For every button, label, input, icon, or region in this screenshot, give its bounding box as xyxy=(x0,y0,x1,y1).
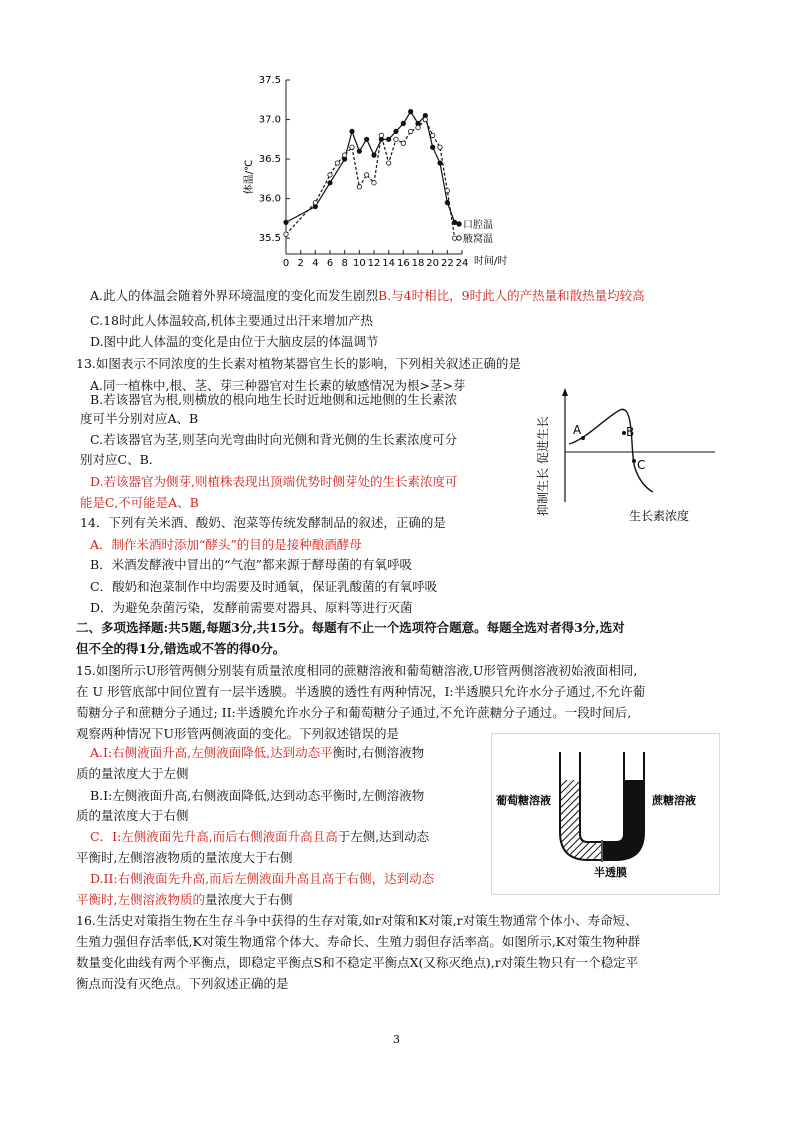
label-c: C xyxy=(637,458,646,472)
data-point-armpit xyxy=(357,185,361,189)
sucrose-label: 蔗糖溶液 xyxy=(652,794,696,807)
x-tick-label: 24 xyxy=(455,258,469,269)
x-tick-label: 0 xyxy=(282,258,290,269)
q14-stem: 14．下列有关米酒、酸奶、泡菜等传统发酵制品的叙述，正确的是 xyxy=(80,515,446,530)
q13-option-b1: B.若该器官为根,则横放的根向地生长时近地侧和远地侧的生长素浓 xyxy=(90,392,458,407)
data-point-armpit xyxy=(416,125,420,129)
glucose-label: 葡萄糖溶液 xyxy=(496,794,551,807)
q14-option-c: C．酸奶和泡菜制作中均需要及时通氧，保证乳酸菌的有氧呼吸 xyxy=(90,579,438,594)
x-tick-label: 22 xyxy=(440,258,454,269)
data-point-armpit xyxy=(423,117,427,121)
data-point-oral xyxy=(401,121,405,125)
label-a: A xyxy=(573,423,582,437)
data-point-armpit xyxy=(284,232,288,236)
x-tick-label: 20 xyxy=(426,258,440,269)
q15-option-a2: 质的量浓度大于左侧 xyxy=(76,766,189,781)
data-point-armpit xyxy=(386,161,390,165)
y-tick-label: 35.5 xyxy=(258,233,281,245)
data-point-armpit xyxy=(430,133,434,137)
auxin-effect-chart xyxy=(525,386,725,526)
legend-oral: 口腔温 xyxy=(463,220,493,231)
data-point-armpit xyxy=(379,133,383,137)
point-a xyxy=(581,436,585,440)
y-axis-label: 体温/℃ xyxy=(244,159,255,195)
q15-stem-2: 在 U 形管底部中间位置有一层半透膜。半透膜的透性有两种情况，I:半透膜只允许水分子通过,不允许葡 xyxy=(76,684,646,699)
q16-stem-4: 衡点而没有灭绝点。下列叙述正确的是 xyxy=(76,976,289,991)
q14-option-a: A．制作米酒时添加“酵头”的目的是接种酿酒酵母 xyxy=(90,537,362,552)
x-tick-label: 2 xyxy=(297,258,304,269)
auxin-x-label: 生长素浓度 xyxy=(629,509,690,523)
q15-option-c2: 平衡时,左侧溶液物质的量浓度大于右侧 xyxy=(76,850,293,865)
legend-marker-armpit xyxy=(457,236,461,240)
legend-armpit: 腋窝温 xyxy=(463,234,493,245)
u-tube-diagram xyxy=(492,734,718,894)
data-point-oral xyxy=(386,137,390,141)
data-point-oral xyxy=(328,181,332,185)
data-point-armpit xyxy=(438,145,442,149)
data-point-oral xyxy=(364,137,368,141)
y-tick-label: 37.5 xyxy=(258,75,281,86)
q14-option-d: D．为避免杂菌污染，发酵前需要对器具、原料等进行灭菌 xyxy=(90,600,413,615)
q15-option-b2: 质的量浓度大于右侧 xyxy=(76,808,189,823)
q15-option-d2: 平衡时,左侧溶液物质的量浓度大于右侧 xyxy=(76,892,293,907)
data-point-armpit xyxy=(313,200,317,204)
section-2-heading: 二、多项选择题:共5题,每题3分,共15分。每题有不止一个选项符合题意。每题全选对者得3分,选对 xyxy=(76,620,625,635)
point-c xyxy=(632,459,636,463)
x-tick-label: 4 xyxy=(312,258,319,269)
q13-option-a: A.同一植株中,根、茎、芽三种器官对生长素的敏感情况为根>茎>芽 xyxy=(90,378,466,393)
x-tick-label: 10 xyxy=(352,258,366,269)
data-point-armpit xyxy=(364,173,368,177)
q12-option-c: C.18时此人体温较高,机体主要通过出汗来增加产热 xyxy=(90,313,373,328)
q15-option-d1: D.II:右侧液面先升高,而后左侧液面升高且高于右侧，达到动态 xyxy=(90,871,435,886)
x-tick-label: 16 xyxy=(396,258,410,269)
q15-option-b1: B.I:左侧液面升高,右侧液面降低,达到动态平衡时,左侧溶液物 xyxy=(90,788,425,803)
x-axis-label: 时间/时 xyxy=(474,256,508,267)
data-point-oral xyxy=(284,220,288,224)
membrane-label: 半透膜 xyxy=(594,866,627,879)
q12-option-d: D.图中此人体温的变化是由位于大脑皮层的体温调节 xyxy=(90,334,379,349)
q13-option-d2: 能是C,不可能是A、B xyxy=(80,495,199,510)
label-b: B xyxy=(626,425,635,439)
data-point-armpit xyxy=(408,129,412,133)
data-point-armpit xyxy=(372,181,376,185)
data-point-oral xyxy=(452,220,456,224)
data-point-oral xyxy=(372,153,376,157)
q15-stem-4: 观察两种情况下U形管两侧液面的变化。下列叙述错误的是 xyxy=(76,726,400,741)
data-point-oral xyxy=(350,129,354,133)
data-point-oral xyxy=(357,149,361,153)
q16-stem-3: 数量变化曲线有两个平衡点，即稳定平衡点S和不稳定平衡点X(又称灭绝点),r对策生物只有一个稳定平 xyxy=(76,955,639,970)
data-point-armpit xyxy=(350,145,354,149)
y-tick-label: 36.5 xyxy=(258,154,281,166)
q16-stem-2: 生殖力强但存活率低,K对策生物通常个体大、寿命长、生殖力弱但存活率高。如图所示,K对策生物种群 xyxy=(76,934,641,949)
y-tick-label: 37.0 xyxy=(258,114,281,126)
auxin-y-label: 抑制生长 促进生长 xyxy=(536,416,550,516)
x-tick-label: 12 xyxy=(367,258,381,269)
body-temperature-chart xyxy=(236,74,526,274)
data-point-armpit xyxy=(445,189,449,193)
legend-marker-oral xyxy=(457,222,461,226)
data-point-oral xyxy=(394,129,398,133)
q15-option-c1: C．I:左侧液面先升高,而后右侧液面升高且高于左侧,达到动态 xyxy=(90,829,430,844)
x-tick-label: 6 xyxy=(326,258,334,269)
q14-option-b: B．米酒发酵液中冒出的“气泡”都来源于酵母菌的有氧呼吸 xyxy=(90,557,412,572)
x-tick-label: 18 xyxy=(411,258,425,269)
q13-option-c1: C.若该器官为茎,则茎向光弯曲时向光侧和背光侧的生长素浓度可分 xyxy=(90,432,458,447)
data-point-armpit xyxy=(335,161,339,165)
q13-option-c2: 别对应C、B. xyxy=(80,452,153,467)
series-line-armpit xyxy=(286,120,455,239)
q15-stem-1: 15.如图所示U形管两侧分别装有质量浓度相同的蔗糖溶液和葡萄糖溶液,U形管两侧溶液初始液面相同, xyxy=(76,663,638,678)
data-point-oral xyxy=(430,145,434,149)
data-point-armpit xyxy=(452,236,456,240)
section-2-heading-2: 但不全的得1分,错选或不答的得0分。 xyxy=(76,641,286,656)
data-point-armpit xyxy=(401,141,405,145)
page-number: 3 xyxy=(393,1033,400,1046)
q13-stem: 13.如图表示不同浓度的生长素对植物某器官生长的影响，下列相关叙述正确的是 xyxy=(76,356,521,371)
q13-option-b2: 度可半分别对应A、B xyxy=(80,411,199,426)
y-tick-label: 36.0 xyxy=(258,193,281,205)
data-point-oral xyxy=(438,161,442,165)
q13-option-d1: D.若该器官为侧芽,则植株表现出顶端优势时侧芽处的生长素浓度可 xyxy=(90,474,458,489)
x-tick-label: 8 xyxy=(341,258,348,269)
q15-stem-3: 萄糖分子和蔗糖分子通过; II:半透膜允许水分子和葡萄糖分子通过,不允许蔗糖分子通过。一段时间后, xyxy=(76,705,632,720)
x-tick-label: 14 xyxy=(382,258,396,269)
q15-option-a1: A.I:右侧液面升高,左侧液面降低,达到动态平衡时,右侧溶液物 xyxy=(90,745,425,760)
data-point-oral xyxy=(408,109,412,113)
data-point-armpit xyxy=(394,137,398,141)
q12-option-a: A.此人的体温会随着外界环境温度的变化而发生剧烈B.与4时相比，9时此人的产热量和散热量均较高 xyxy=(90,288,645,303)
q16-stem-1: 16.生活史对策指生物在生存斗争中获得的生存对策,如r对策和K对策,r对策生物通常个体小、寿命短、 xyxy=(76,913,638,928)
data-point-armpit xyxy=(342,153,346,157)
data-point-armpit xyxy=(328,173,332,177)
